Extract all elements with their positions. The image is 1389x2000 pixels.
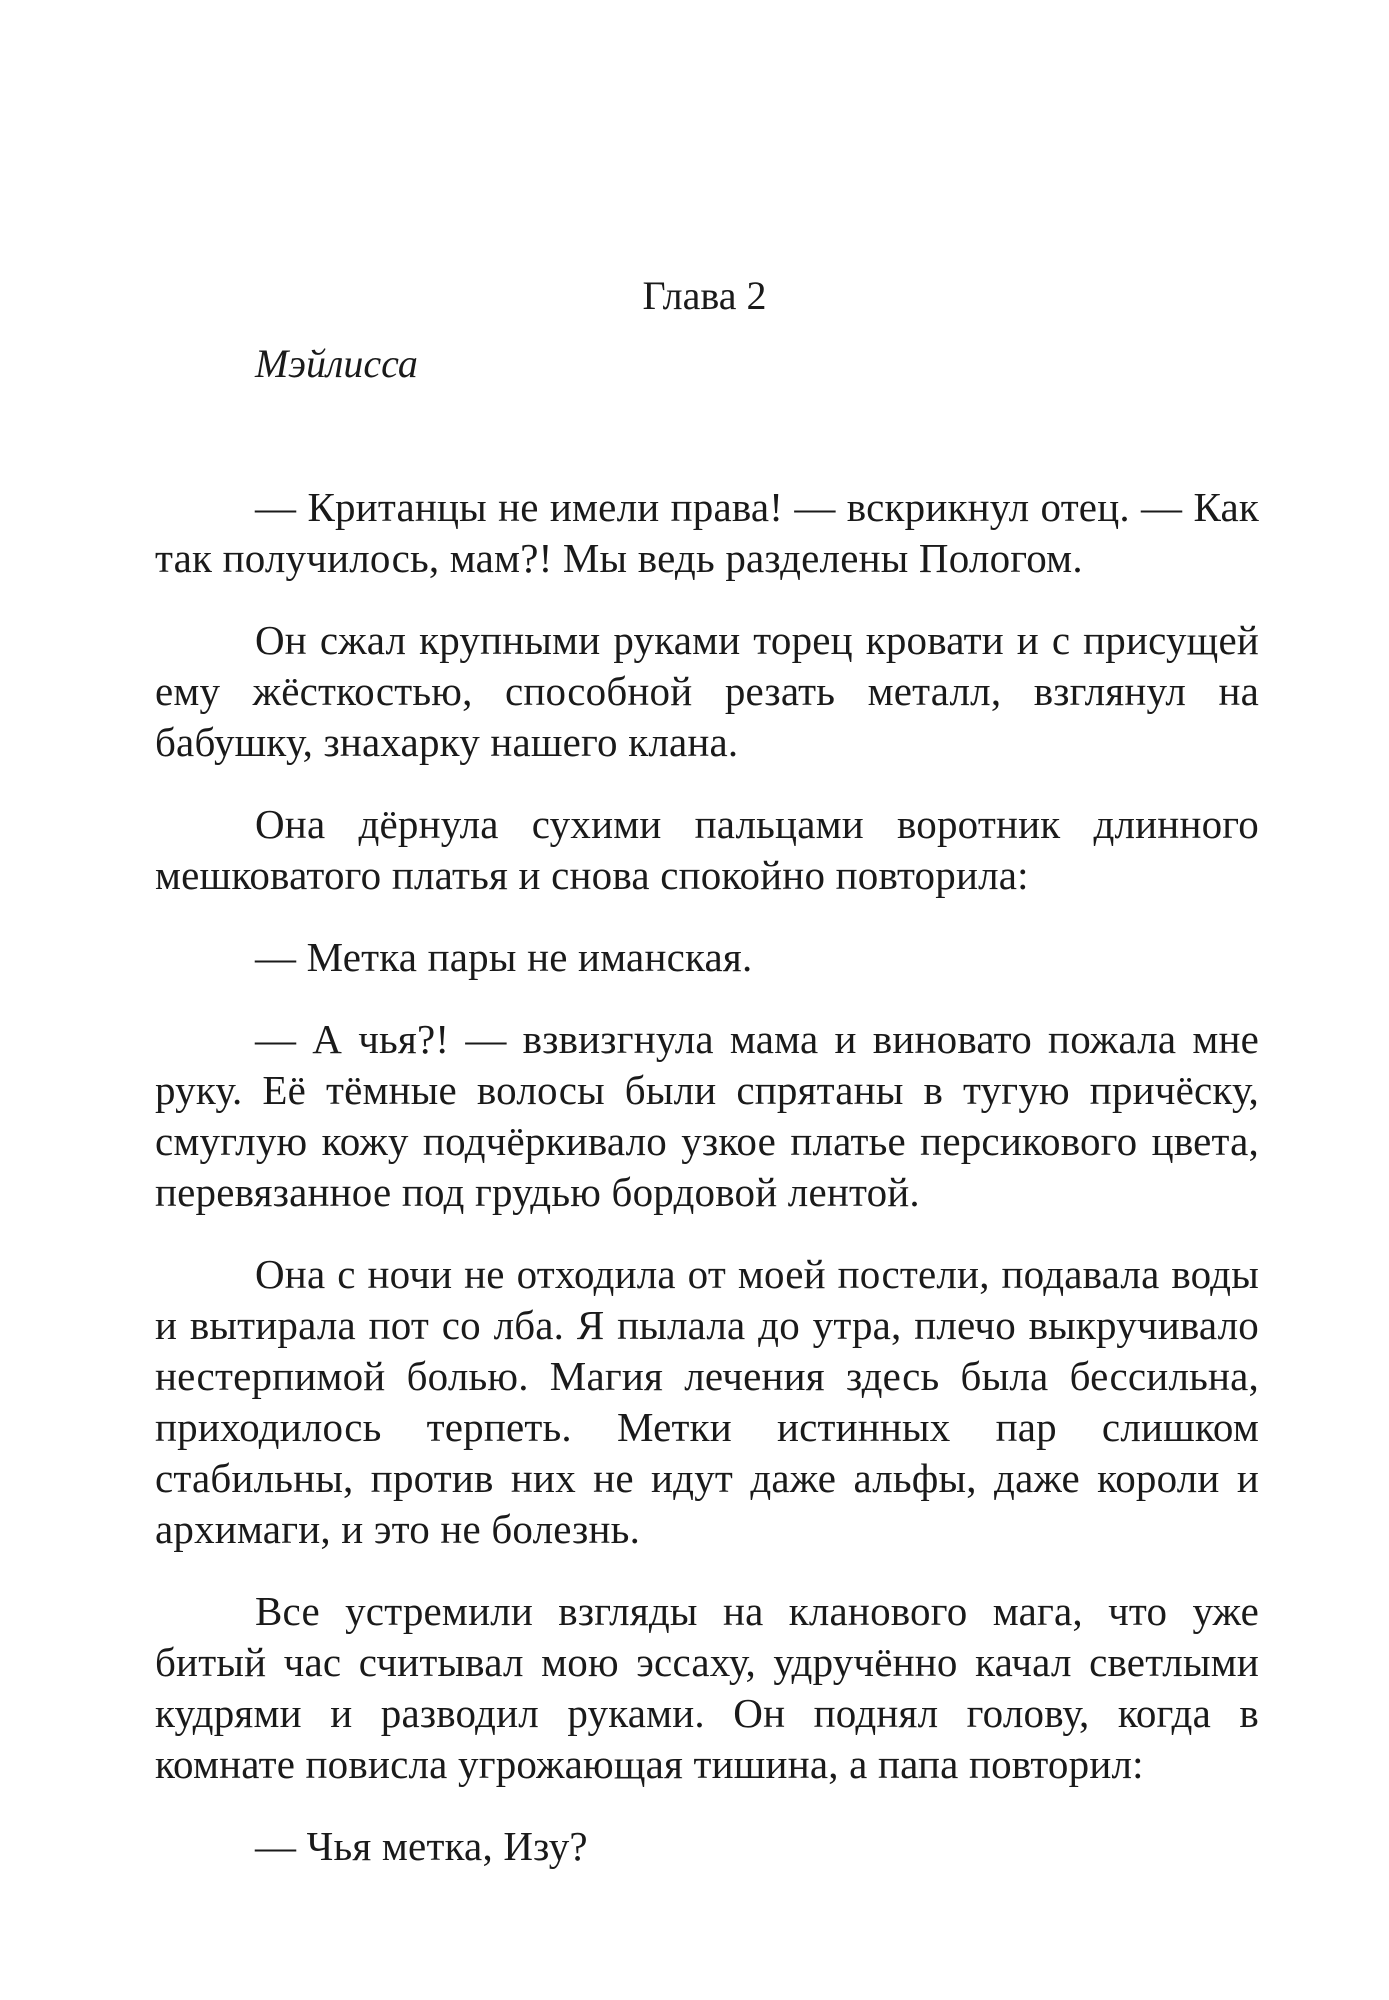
paragraph: Он сжал крупными руками торец кровати и с присущей ему жёсткостью, способной резать металл, взглянул на бабушку, знахарку нашего клана. bbox=[155, 617, 1259, 765]
paragraph: Все устремили взгляды на кланового мага, что уже битый час считывал мою эссаху, удручённо качал светлыми кудрями и разводил руками. Он поднял голову, когда в комнате повисла угрожающая тишина, а папа повторил: bbox=[155, 1588, 1259, 1787]
paragraph: — Метка пары не иманская. bbox=[255, 934, 753, 980]
paragraph: — А чья?! — взвизгнула мама и виновато пожала мне руку. Её тёмные волосы были спрятаны в тугую причёску, смуглую кожу подчёркивало узкое платье персикового цвета, перевязанное под грудью бордовой лентой. bbox=[155, 1016, 1259, 1215]
paragraph: — Чья метка, Изу? bbox=[255, 1823, 588, 1869]
chapter-body bbox=[155, 482, 1259, 1903]
chapter-title: Глава 2 bbox=[642, 273, 767, 318]
paragraph: Она с ночи не отходила от моей постели, подавала воды и вытирала пот со лба. Я пылала до утра, плечо выкручивало нестерпимой болью. Магия лечения здесь была бессильна, приходилось терпеть. Метки истинных пар слишком стабильны, против них не идут даже альфы, даже короли и архимаги, и это не болезнь. bbox=[155, 1251, 1259, 1552]
paragraph: Она дёрнула сухими пальцами воротник длинного мешковатого платья и снова спокойно повторила: bbox=[155, 801, 1259, 898]
pov-character-name: Мэйлисса bbox=[255, 341, 418, 386]
paragraph: — Кританцы не имели права! — вскрикнул отец. — Как так получилось, мам?! Мы ведь разделены Пологом. bbox=[155, 484, 1259, 581]
